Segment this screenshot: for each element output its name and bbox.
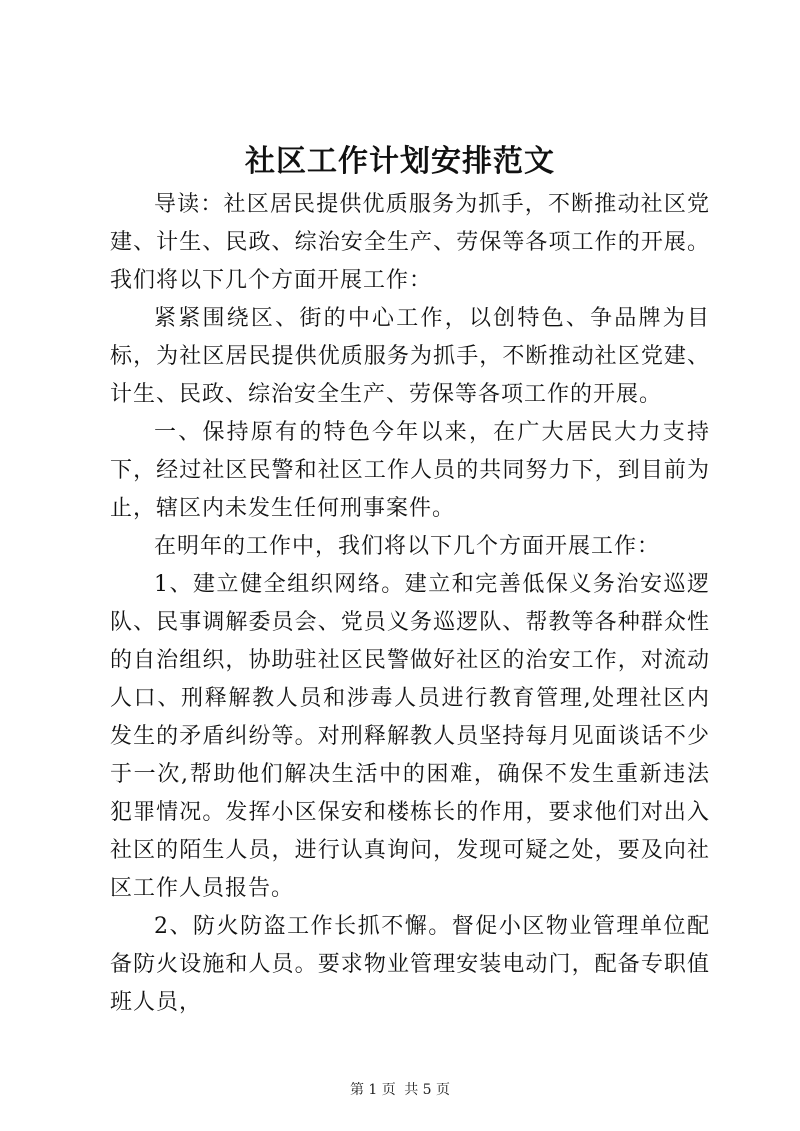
paragraph-intro: 导读：社区居民提供优质服务为抓手，不断推动社区党建、计生、民政、综治安全生产、劳保等各项工作的开展。我们将以下几个方面开展工作： — [110, 192, 710, 293]
paragraph-goal: 紧紧围绕区、街的中心工作，以创特色、争品牌为目标，为社区居民提供优质服务为抓手，不断推动社区党建、计生、民政、综治安全生产、劳保等各项工作的开展。 — [110, 306, 710, 407]
paragraph-item-1: 1、建立健全组织网络。建立和完善低保义务治安巡逻队、民事调解委员会、党员义务巡逻队、帮教等各种群众性的自治组织，协助驻社区民警做好社区的治安工作，对流动人口、刑释解教人员和涉毒人员进行教育管理,处理社区内发生的矛盾纠纷等。对刑释解教人员坚持每月见面谈话不少于一次,帮助他们解决生活中的困难，确保不发生重新违法犯罪情况。发挥小区保安和楼栋长的作用，要求他们对出入社区的陌生人员，进行认真询问，发现可疑之处，要及向社区工作人员报告。 — [110, 572, 710, 901]
paragraph-plan-intro: 在明年的工作中，我们将以下几个方面开展工作： — [154, 534, 661, 559]
page-footer — [0, 1080, 800, 1100]
paragraph-item-2: 2、防火防盗工作长抓不懈。督促小区物业管理单位配备防火设施和人员。要求物业管理安装电动门，配备专职值班人员， — [110, 914, 710, 1015]
document-title: 社区工作计划安排范文 — [245, 144, 555, 179]
paragraph-section-one: 一、保持原有的特色今年以来，在广大居民大力支持下，经过社区民警和社区工作人员的共同努力下，到目前为止，辖区内未发生任何刑事案件。 — [110, 420, 710, 521]
page-number: 第 1 页 — [349, 1082, 396, 1098]
total-pages: 共 5 页 — [404, 1082, 451, 1098]
document-body — [110, 186, 710, 1022]
